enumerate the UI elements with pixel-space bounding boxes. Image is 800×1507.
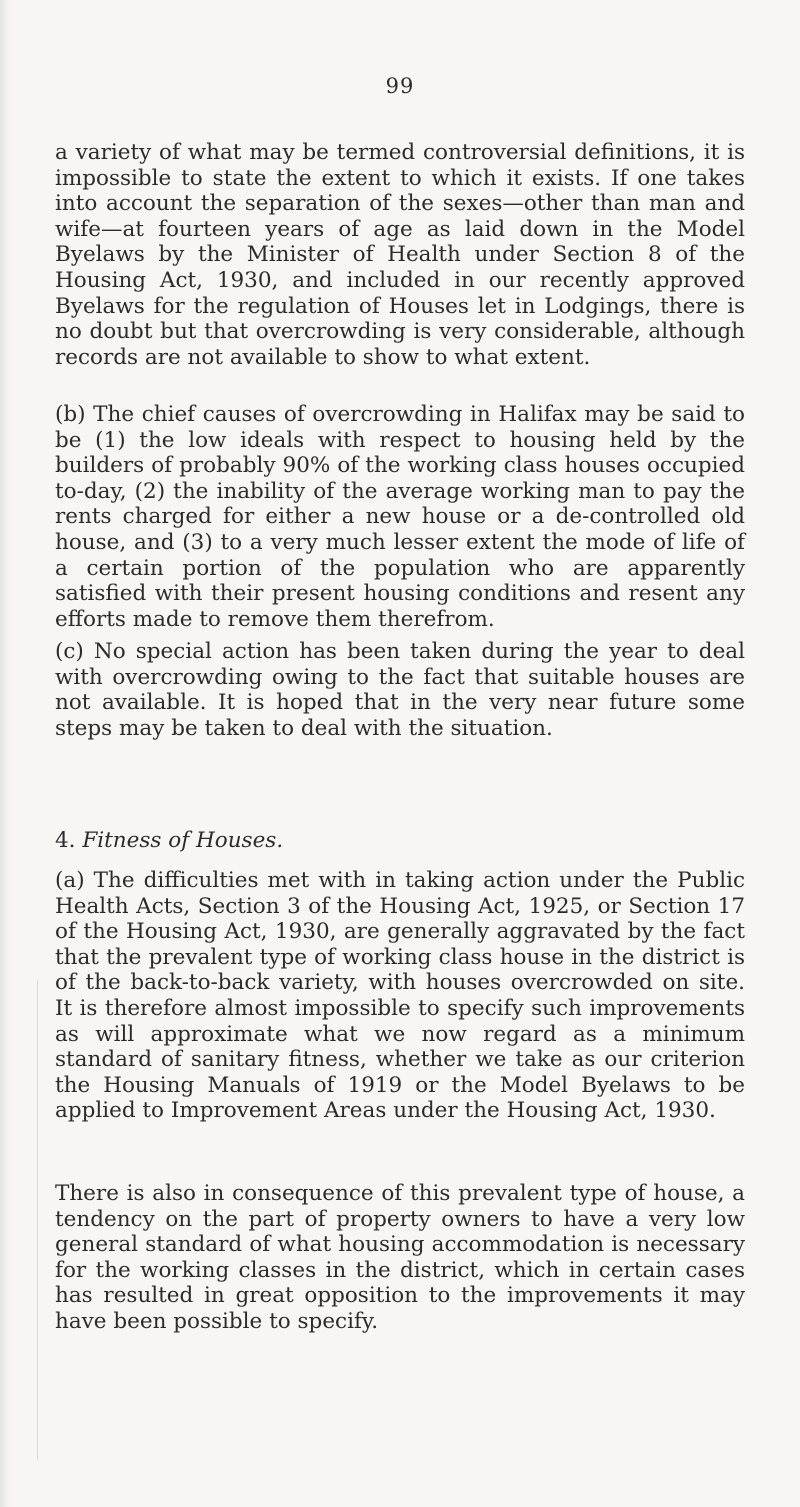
paragraph-continuation <box>55 140 745 370</box>
section-heading <box>55 828 745 854</box>
paragraph-b <box>55 402 745 632</box>
scan-edge-shadow <box>0 0 10 1507</box>
section-title: Fitness of Houses. <box>82 828 284 853</box>
page-number: 99 <box>385 74 415 98</box>
paragraph-text: a variety of what may be termed controversial definitions, it is impossible to state the extent to which it exists. If one takes into account the separation of the sexes—other than man and wife—at fourteen years of age as laid down in the Model Byelaws by the Minister of Health under Section 8 of the Housing Act, 1930, and included in our recently approved Byelaws for the regulation of Houses let in Lodgings, there is no doubt but that overcrowding is very considerable, although records are not available to show to what extent. <box>55 140 745 370</box>
paragraph-consequence <box>55 1181 745 1335</box>
paragraph-text: (c) No special action has been taken during the year to deal with overcrowding owing to the fact that suitable houses are not available. It is hoped that in the very near future some steps may be taken to deal with the situation. <box>55 639 745 741</box>
paragraph-text: (b) The chief causes of overcrowding in Halifax may be said to be (1) the low ideals with respect to housing held by the builders of probably 90% of the working class houses occupied to-day, (2) the inability of the average working man to pay the rents charged for either a new house or a de-controlled old house, and (3) to a very much lesser extent the mode of life of a certain portion of the population who are apparently satisfied with their present housing conditions and resent any efforts made to remove them therefrom. <box>55 402 745 632</box>
scan-margin-line <box>37 980 38 1460</box>
paragraph-text: There is also in consequence of this prevalent type of house, a tendency on the part of property owners to have a very low general standard of what housing accommodation is necessary for the working classes in the district, which in certain cases has resulted in great opposition to the improvements it may have been possible to specify. <box>55 1181 745 1334</box>
section-number: 4. <box>55 828 76 853</box>
paragraph-c <box>55 639 745 741</box>
paragraph-text: (a) The difficulties met with in taking action under the Public Health Acts, Section 3 of the Housing Act, 1925, or Section 17 of the Housing Act, 1930, are generally aggravated by the fact that the prevalent type of working class house in the district is of the back-to-back variety, with houses overcrowded on site. It is therefore almost impossible to specify such improvements as will approximate what we now regard as a minimum standard of sanitary fitness, whether we take as our criterion the Housing Manuals of 1919 or the Model Byelaws to be applied to Improvement Areas under the Housing Act, 1930. <box>55 868 745 1124</box>
paragraph-4a <box>55 868 745 1124</box>
